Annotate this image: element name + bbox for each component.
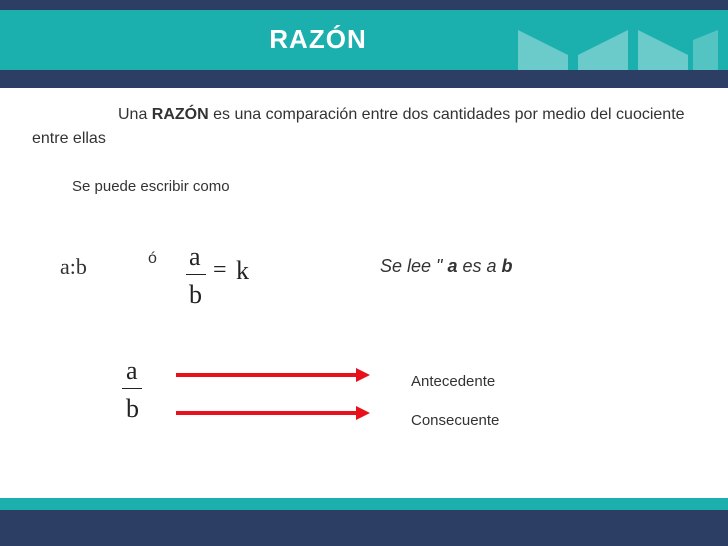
fraction-line <box>122 388 142 389</box>
slide-title: RAZÓN <box>269 24 367 54</box>
or-word: ó <box>148 250 157 267</box>
reads-prefix: Se lee " <box>380 256 448 276</box>
formula-equals: = <box>213 257 227 283</box>
footer-bar <box>0 510 728 546</box>
sub-text: Se puede escribir como <box>72 178 230 195</box>
antecedent-label: Antecedente <box>411 373 496 390</box>
reads-b: b <box>501 256 513 276</box>
fraction-denominator: b <box>126 394 139 423</box>
formula-constant: k <box>236 256 249 285</box>
formula-fraction-line <box>186 274 206 275</box>
intro-prefix: Una <box>118 106 152 123</box>
decorative-logo-shapes <box>508 20 718 70</box>
formula-denominator: b <box>189 280 202 309</box>
consequent-label: Consecuente <box>411 412 500 429</box>
ratio-notation: a:b <box>60 254 87 279</box>
footer-band <box>0 498 728 510</box>
intro-rest: es una comparación entre dos cantidades por medio del cuociente entre ellas <box>32 106 685 147</box>
reads-mid: es a <box>457 256 502 276</box>
consequent-arrow <box>176 406 370 420</box>
reads-as-text <box>380 256 512 277</box>
arrows-graphic <box>170 360 375 430</box>
title-band <box>0 10 728 70</box>
intro-paragraph <box>32 103 712 151</box>
antecedent-arrow <box>176 368 370 382</box>
reads-a: a <box>447 256 458 276</box>
fraction-numerator: a <box>126 356 138 385</box>
formula-numerator: a <box>189 242 201 271</box>
intro-bold: RAZÓN <box>151 106 209 123</box>
